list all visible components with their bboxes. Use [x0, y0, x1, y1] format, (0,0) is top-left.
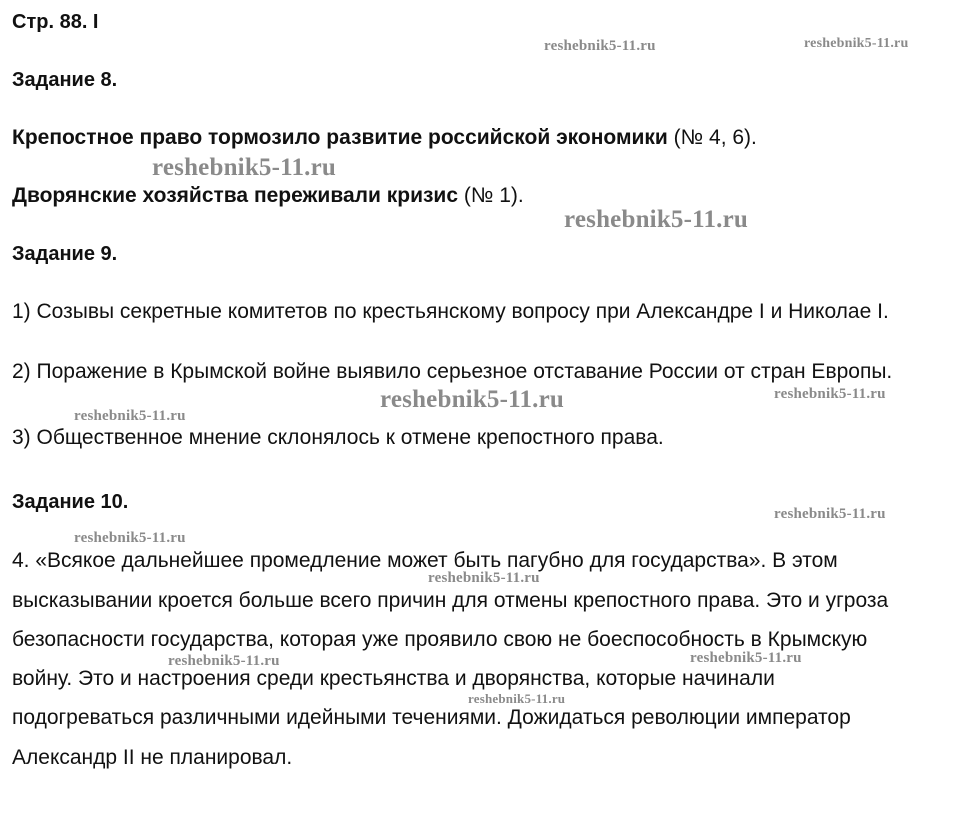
watermark: reshebnik5-11.ru	[774, 506, 886, 522]
watermark: reshebnik5-11.ru	[690, 650, 802, 666]
task10-line-4: войну. Это и настроения среди крестьянства и дворянства, которые начинали	[12, 667, 775, 690]
task10-line-1: 4. «Всякое дальнейшее промедление может быть пагубно для государства». В этом	[12, 549, 838, 572]
task9-item-2: 2) Поражение в Крымской войне выявило серьезное отставание России от стран Европы.	[12, 360, 893, 383]
task10-line-5: подогреваться различными идейными течениями. Дожидаться революции император	[12, 706, 851, 729]
watermark: reshebnik5-11.ru	[544, 38, 656, 54]
task8-heading: Задание 8.	[12, 69, 118, 91]
task9-item-1: 1) Созывы секретные комитетов по крестьянскому вопросу при Александре I и Николае I.	[12, 300, 889, 323]
task10-heading: Задание 10.	[12, 491, 129, 513]
watermark: reshebnik5-11.ru	[74, 408, 186, 424]
task8-item-1-normal: (№ 4, 6).	[667, 126, 757, 149]
watermark: reshebnik5-11.ru	[428, 570, 540, 586]
page-label: Стр. 88. І	[12, 11, 99, 33]
task9-heading: Задание 9.	[12, 243, 118, 265]
watermark: reshebnik5-11.ru	[168, 653, 280, 669]
watermark: reshebnik5-11.ru	[804, 36, 909, 51]
task8-item-2	[12, 184, 524, 208]
task8-item-2-bold: Дворянские хозяйства переживали кризис	[12, 184, 459, 207]
task10-line-2: высказывании кроется больше всего причин для отмены крепостного права. Это и угроза	[12, 589, 889, 612]
watermark: reshebnik5-11.ru	[774, 386, 886, 402]
watermark: reshebnik5-11.ru	[380, 386, 565, 413]
task9-item-3: 3) Общественное мнение склонялось к отмене крепостного права.	[12, 426, 664, 449]
task8-item-1	[12, 126, 757, 150]
watermark: reshebnik5-11.ru	[74, 530, 186, 546]
watermark: reshebnik5-11.ru	[468, 691, 566, 706]
task10-line-6: Александр II не планировал.	[12, 746, 293, 769]
task8-item-1-bold: Крепостное право тормозило развитие российской экономики	[12, 126, 668, 149]
task8-item-2-normal: (№ 1).	[458, 184, 524, 207]
watermark: reshebnik5-11.ru	[564, 206, 749, 233]
task10-line-3: безопасности государства, которая уже проявило свою не боеспособность в Крымскую	[12, 628, 868, 651]
watermark: reshebnik5-11.ru	[152, 154, 337, 181]
